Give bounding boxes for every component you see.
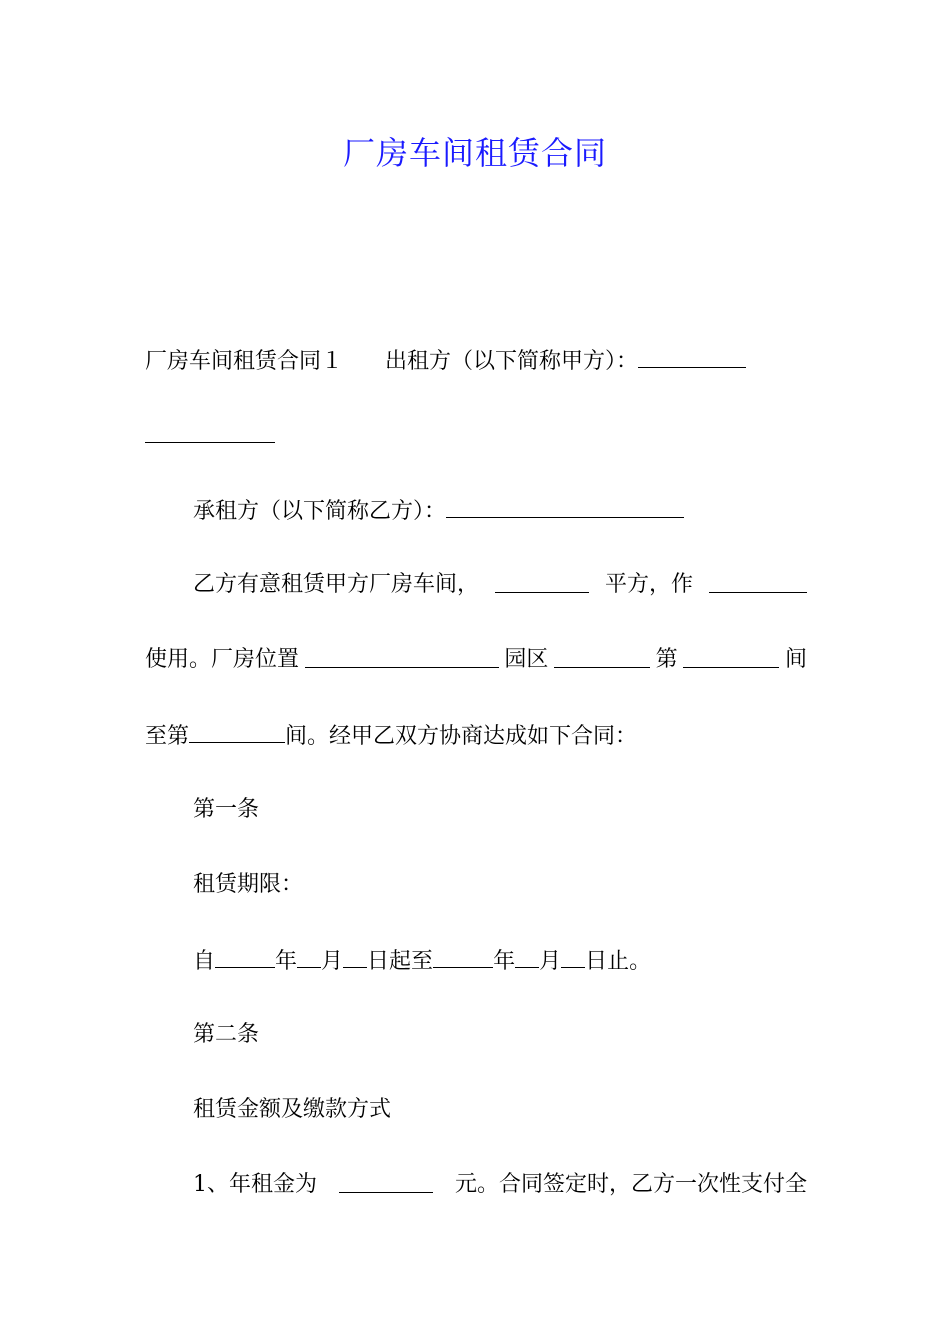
line-parties-lessor [145, 345, 807, 377]
rent-text: 1、年租金为 [193, 1172, 317, 1197]
agreement-text: 间。经甲乙双方协商达成如下合同： [285, 724, 638, 749]
line-annual-rent [193, 1170, 807, 1200]
lessor-blank[interactable] [638, 345, 746, 368]
start-month-blank[interactable] [297, 945, 321, 968]
article-2-title: 租赁金额及缴款方式 [193, 1097, 392, 1122]
start-month-text: 月 [321, 949, 344, 974]
usage-blank[interactable] [709, 570, 807, 593]
end-month-text: 月 [539, 949, 562, 974]
line-lessee [193, 495, 807, 527]
term-from-text: 自 [193, 949, 216, 974]
park-blank[interactable] [554, 645, 650, 668]
room-start-blank[interactable] [683, 645, 779, 668]
line-term [193, 945, 807, 977]
end-day-blank[interactable] [561, 945, 585, 968]
park-text: 园区 [504, 647, 549, 672]
article-2-heading: 第二条 [193, 1022, 260, 1047]
room-end-blank[interactable] [189, 720, 285, 743]
ordinal-text: 第 [655, 647, 678, 672]
room-text: 间 [784, 647, 807, 672]
to-ordinal-text: 至第 [145, 724, 190, 749]
lessee-label: 承租方（以下简称乙方）： [193, 499, 447, 524]
lessor-label: 出租方（以下简称甲方）： [385, 349, 639, 374]
article-1-title: 租赁期限： [193, 872, 304, 897]
start-day-text: 日起至 [367, 949, 434, 974]
location-text: 使用。厂房位置 [145, 647, 300, 672]
area-blank[interactable] [495, 570, 589, 593]
start-year-blank[interactable] [215, 945, 275, 968]
contract-heading-inline: 厂房车间租赁合同１ [145, 349, 344, 374]
lessee-blank[interactable] [446, 495, 684, 518]
document-title: 厂房车间租赁合同 [342, 134, 607, 172]
intent-text: 乙方有意租赁甲方厂房车间， [193, 572, 480, 597]
end-year-blank[interactable] [433, 945, 493, 968]
end-day-text: 日止。 [585, 949, 652, 974]
line-room-range [145, 720, 807, 752]
rent-payment-text: 元。合同签定时，乙方一次性支付全 [454, 1172, 807, 1197]
lessor-blank-continued[interactable] [145, 420, 275, 443]
article-1-heading: 第一条 [193, 797, 260, 822]
line-location [145, 645, 807, 675]
line-intent [193, 570, 807, 600]
line-lessor-blank-continued [145, 420, 807, 452]
start-day-blank[interactable] [343, 945, 367, 968]
rent-amount-blank[interactable] [339, 1170, 433, 1193]
start-year-text: 年 [275, 949, 298, 974]
end-year-text: 年 [493, 949, 516, 974]
end-month-blank[interactable] [515, 945, 539, 968]
area-unit-text: 平方，作 [604, 572, 693, 597]
location-blank[interactable] [305, 645, 499, 668]
